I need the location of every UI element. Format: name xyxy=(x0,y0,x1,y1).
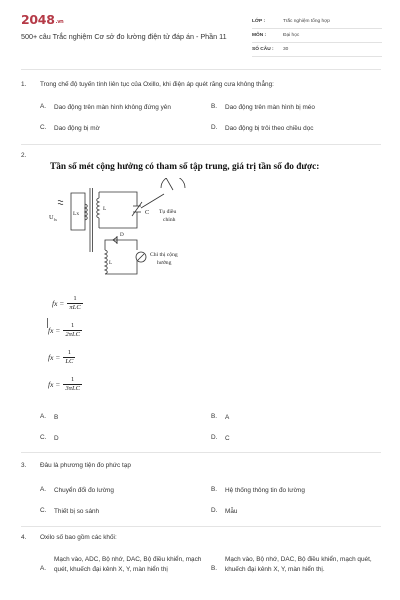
meta-value: 30 xyxy=(283,47,289,52)
answer-option-a[interactable]: A. Mạch vào, ADC, Bộ nhớ, DAC, Bộ điều khiển, mạch quét, khuếch đại kênh X, Y, màn hiển thị xyxy=(40,556,202,573)
meta-key: MÔN : xyxy=(252,33,267,38)
meta-value: Đại học xyxy=(283,33,300,38)
divider xyxy=(21,144,381,145)
document-meta xyxy=(252,15,382,57)
answer-option-c[interactable]: C. Thiết bị so sánh xyxy=(40,507,100,515)
lx-label: Lx xyxy=(73,211,80,217)
answer-option-c[interactable]: C. Dao động bị mờ xyxy=(40,124,100,132)
tuner-label-2: chỉnh xyxy=(163,217,176,223)
answer-option-a[interactable]: A. B xyxy=(40,413,59,421)
answer-option-d[interactable]: D. Mẫu xyxy=(211,507,238,515)
divider xyxy=(21,69,381,70)
answer-option-d[interactable]: D. C xyxy=(211,434,230,442)
l2-label: L xyxy=(109,260,113,266)
meta-key: LỚP : xyxy=(252,19,266,24)
answer-option-a[interactable]: A. Chuyển đổi đo lường xyxy=(40,486,114,494)
question-2 xyxy=(21,152,381,452)
document-title: 500+ câu Trắc nghiệm Cơ sở đo lường điện tử đáp án - Phần 11 xyxy=(21,32,227,41)
meta-count-row xyxy=(252,43,382,57)
ux-label: $U_{fx}$ xyxy=(49,214,57,222)
formula-c: fx = $\frac{1}{LC}$ xyxy=(48,349,74,365)
indicator-label: Chỉ thị cộng xyxy=(150,252,178,258)
d-label: D xyxy=(120,232,124,238)
question-number: 2. xyxy=(21,152,27,159)
question-number: 3. xyxy=(21,462,27,469)
tuner-label: Tụ điều xyxy=(159,209,177,215)
formula-a: fx = $\frac{1}{\text{πLC}}$ xyxy=(52,295,81,311)
question-3 xyxy=(21,462,381,522)
answer-option-b[interactable]: B. Mạch vào, Bộ nhớ, DAC, Bộ điều khiển, mạch quét, khuếch đại kênh X, Y, màn hiển thị. xyxy=(211,556,372,573)
question-text: Đâu là phương tiện đo phức tạp xyxy=(40,462,131,469)
answer-option-b[interactable]: B. Hệ thống thông tin đo lường xyxy=(211,486,305,494)
meta-value: Trắc nghiệm tổng hợp xyxy=(283,19,330,24)
c-label: C xyxy=(145,209,150,216)
site-logo[interactable]: 2048.vn xyxy=(21,12,64,27)
question-title: Tần số mét cộng hưởng có tham số tập trung, giá trị tần số đo được: xyxy=(50,162,320,172)
divider xyxy=(21,452,381,453)
meta-subject-row xyxy=(252,29,382,43)
indicator-label-2: hưởng xyxy=(157,260,172,266)
question-text: Oxilo số bao gồm các khối: xyxy=(40,534,117,541)
divider xyxy=(21,526,381,527)
answer-option-d[interactable]: D. Dao động bị trôi theo chiều dọc xyxy=(211,124,314,132)
question-number: 4. xyxy=(21,534,27,541)
answer-option-b[interactable]: B. Dao động trên màn hình bị méo xyxy=(211,103,315,111)
meta-key: SỐ CÂU : xyxy=(252,47,274,52)
question-text: Trong chế độ tuyến tính liên tục của Oxillo, khi điện áp quét răng cưa không thẳng: xyxy=(40,81,274,88)
answer-option-a[interactable]: A. Dao động trên màn hình không đứng yên xyxy=(40,103,171,111)
l-label: L xyxy=(103,206,107,212)
answer-option-c[interactable]: C. D xyxy=(40,434,59,442)
question-1 xyxy=(21,81,381,141)
meta-class-row xyxy=(252,15,382,29)
answer-option-b[interactable]: B. A xyxy=(211,413,230,421)
question-4 xyxy=(21,534,381,600)
formula-b: fx = $\frac{1}{\text{2πLC}}$ xyxy=(48,322,81,338)
circuit-diagram xyxy=(49,178,219,308)
question-number: 1. xyxy=(21,81,27,88)
formula-d: fx = $\frac{1}{\text{3πLC}}$ xyxy=(48,376,81,392)
